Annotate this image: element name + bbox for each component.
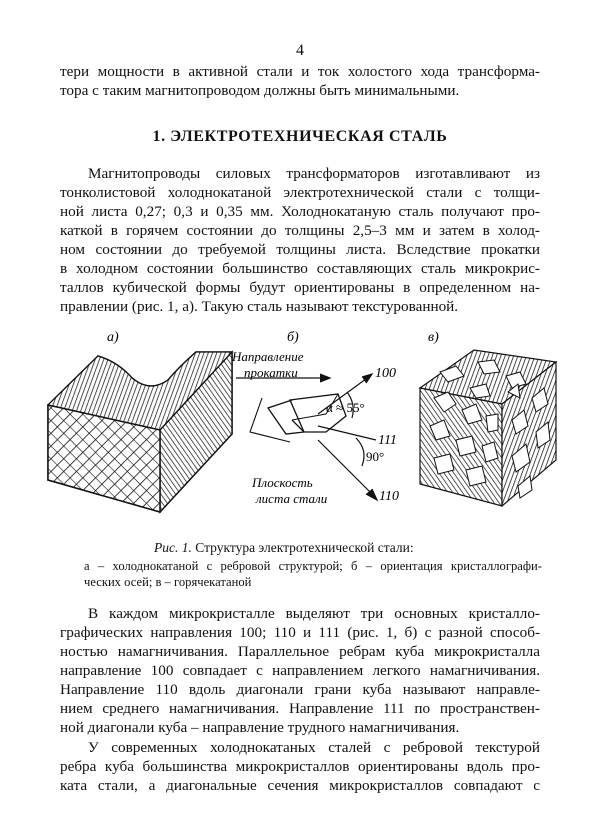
label-a: а) <box>107 330 119 345</box>
rolling-direction-label-1: Направление <box>232 349 304 364</box>
direction-110-label: 110 <box>379 489 399 504</box>
caption-line: а – холоднокатаной с ребровой структурой; б – ориентация кристаллографи- <box>84 559 542 573</box>
hot-rolled-steel-cube <box>420 350 556 506</box>
text-line: нием среднего намагничивания. Направление 111 по пространствен- <box>60 700 540 717</box>
sheet-plane-label-2: листа стали <box>256 491 328 506</box>
text-line: У современных холоднокатаных сталей с ребровой текстурой <box>88 739 540 756</box>
sheet-plane-label-1: Плоскость <box>252 475 313 490</box>
caption-title: Структура электротехнической стали: <box>191 540 414 555</box>
text-line: тери мощности в активной стали и ток холостого хода трансформа- <box>60 63 540 80</box>
direction-100-label: 100 <box>375 366 396 381</box>
text-line: графических направления 100; 110 и 111 (рис. 1, б) с разной способ- <box>60 624 540 641</box>
caption-title-line <box>154 540 600 556</box>
label-c: в) <box>428 330 439 345</box>
text-line: Магнитопроводы силовых трансформаторов изготавливают из <box>88 165 540 182</box>
text-line: таллов кубической формы будут ориентированы в определенном на- <box>60 279 540 296</box>
text-line: ностью намагничивания. Параллельное ребрам куба микрокристалла <box>60 643 540 660</box>
page-number: 4 <box>296 42 304 59</box>
text-line: ном состоянии до требуемой толщины листа. Вследствие прокатки <box>60 241 540 258</box>
text-line: в холодном состоянии большинство составляющих сталь микрокрис- <box>60 260 540 277</box>
caption-line: ческих осей; в – горячекатаной <box>84 575 252 589</box>
label-b: б) <box>287 330 299 345</box>
text-line: ката стали, а диагональные сечения микрокристаллов совпадают с <box>60 777 540 794</box>
text-line: ной листа 0,27; 0,3 и 0,35 мм. Холоднокатаную сталь получают про- <box>60 203 540 220</box>
text-line: тонколистовой холоднокатаной электротехнической стали с толщи- <box>60 184 540 201</box>
text-line: Направление 110 вдоль диагонали грани куба называют направле- <box>60 681 540 698</box>
alpha-angle-label: α ≈ 55° <box>326 400 365 415</box>
text-line: каткой в горячем состоянии до толщины 2,5–3 мм и затем в холод- <box>60 222 540 239</box>
rolling-direction-label-2: прокатки <box>244 365 298 380</box>
cold-rolled-steel-block <box>48 352 232 512</box>
direction-111-label: 111 <box>378 433 397 448</box>
text-line: ной диагонали куба – направление трудного намагничивания. <box>60 719 460 736</box>
text-line: В каждом микрокристалле выделяют три основных кристалло- <box>88 605 540 622</box>
caption-figure-number: Рис. 1. <box>154 540 192 555</box>
text-line: направление 100 совпадает с направлением легкого намагничивания. <box>60 662 540 679</box>
figure-1 <box>0 318 600 528</box>
right-angle-label: 90° <box>366 449 385 464</box>
text-line: ребра куба большинства микрокристаллов ориентированы вдоль про- <box>60 758 540 775</box>
section-title: 1. ЭЛЕКТРОТЕХНИЧЕСКАЯ СТАЛЬ <box>152 128 448 145</box>
text-line: тора с таким магнитопроводом должны быть минимальными. <box>60 82 460 99</box>
text-line: правлении (рис. 1, а). Такую сталь называют текстурованной. <box>60 298 459 315</box>
